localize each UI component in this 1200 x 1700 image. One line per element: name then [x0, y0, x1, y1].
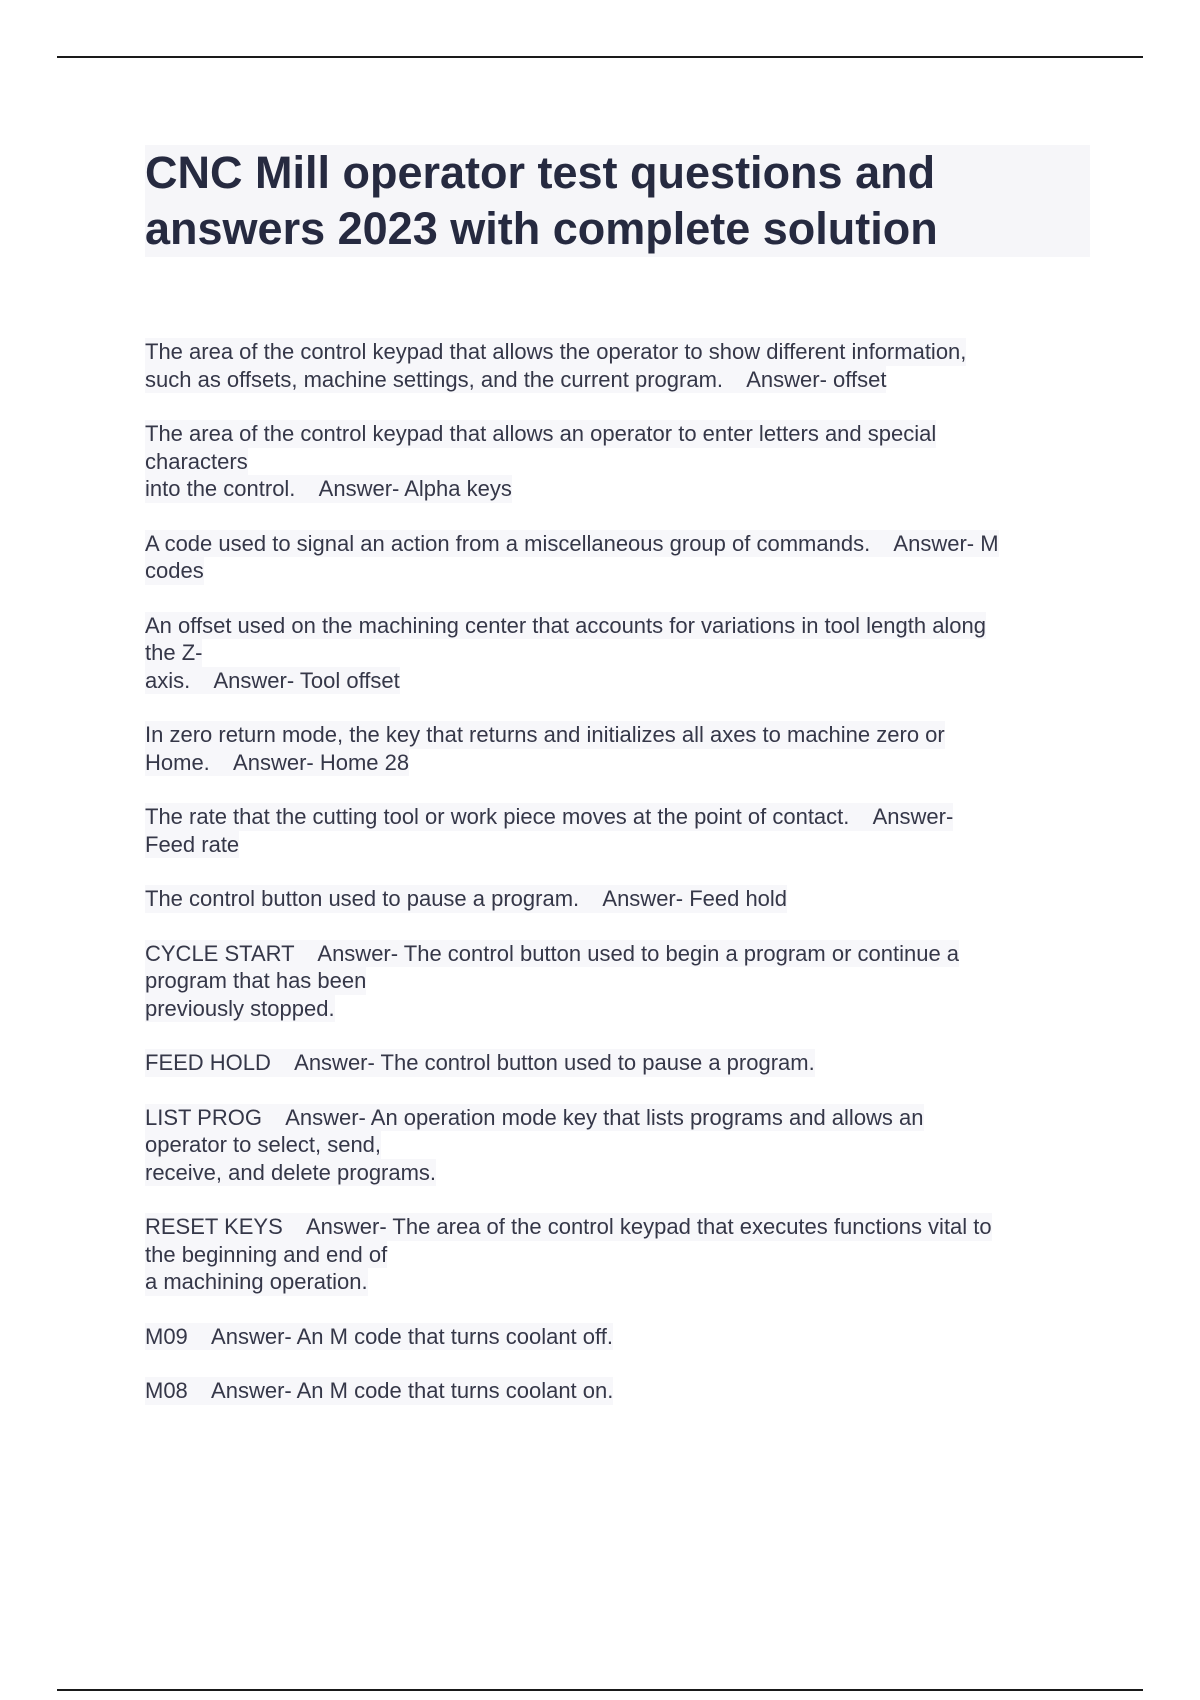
qa-line: The area of the control keypad that allows the operator to show different information, — [145, 339, 967, 364]
qa-line: receive, and delete programs. — [145, 1159, 437, 1185]
qa-item — [145, 420, 1090, 503]
qa-line: Feed rate — [145, 831, 240, 857]
qa-line: Home. Answer- Home 28 — [145, 749, 410, 775]
qa-line: previously stopped. — [145, 995, 335, 1021]
qa-item — [145, 1104, 1090, 1187]
qa-line: The area of the control keypad that allows an operator to enter letters and special — [145, 421, 937, 446]
qa-item — [145, 1377, 1090, 1405]
qa-line: The control button used to pause a program. Answer- Feed hold — [145, 886, 788, 911]
qa-line: FEED HOLD Answer- The control button used to pause a program. — [145, 1050, 815, 1075]
qa-item — [145, 885, 1090, 913]
document-title: CNC Mill operator test questions and answers 2023 with complete solution — [145, 147, 938, 254]
qa-line: such as offsets, machine settings, and the current program. Answer- offset — [145, 366, 887, 392]
qa-item — [145, 1213, 1090, 1296]
qa-line: axis. Answer- Tool offset — [145, 667, 400, 693]
qa-item — [145, 940, 1090, 1023]
qa-line: RESET KEYS Answer- The area of the control keypad that executes functions vital to — [145, 1214, 992, 1239]
top-rule — [57, 56, 1143, 58]
qa-line: M09 Answer- An M code that turns coolant off. — [145, 1323, 613, 1349]
qa-list — [145, 338, 1090, 1432]
qa-line: An offset used on the machining center that accounts for variations in tool length along — [145, 612, 987, 638]
qa-line: into the control. Answer- Alpha keys — [145, 476, 512, 501]
qa-line: The rate that the cutting tool or work piece moves at the point of contact. Answer- — [145, 804, 954, 829]
qa-line: characters — [145, 448, 248, 474]
qa-item — [145, 803, 1090, 858]
qa-line: LIST PROG Answer- An operation mode key that lists programs and allows an — [145, 1104, 924, 1130]
qa-item — [145, 338, 1090, 393]
title-block — [145, 145, 1090, 257]
qa-line: a machining operation. — [145, 1269, 368, 1294]
qa-line: A code used to signal an action from a miscellaneous group of commands. Answer- M — [145, 530, 999, 556]
qa-item — [145, 1049, 1090, 1077]
qa-line: the Z- — [145, 640, 203, 665]
qa-item — [145, 530, 1090, 585]
qa-item — [145, 612, 1090, 695]
qa-item — [145, 721, 1090, 776]
bottom-rule — [57, 1689, 1143, 1691]
qa-line: In zero return mode, the key that returns and initializes all axes to machine zero or — [145, 722, 945, 747]
qa-line: CYCLE START Answer- The control button used to begin a program or continue a — [145, 940, 960, 966]
qa-line: M08 Answer- An M code that turns coolant on. — [145, 1378, 614, 1403]
qa-line: the beginning and end of — [145, 1241, 388, 1267]
qa-line: codes — [145, 558, 204, 583]
qa-line: operator to select, send, — [145, 1132, 382, 1157]
qa-item — [145, 1323, 1090, 1351]
qa-line: program that has been — [145, 968, 367, 993]
